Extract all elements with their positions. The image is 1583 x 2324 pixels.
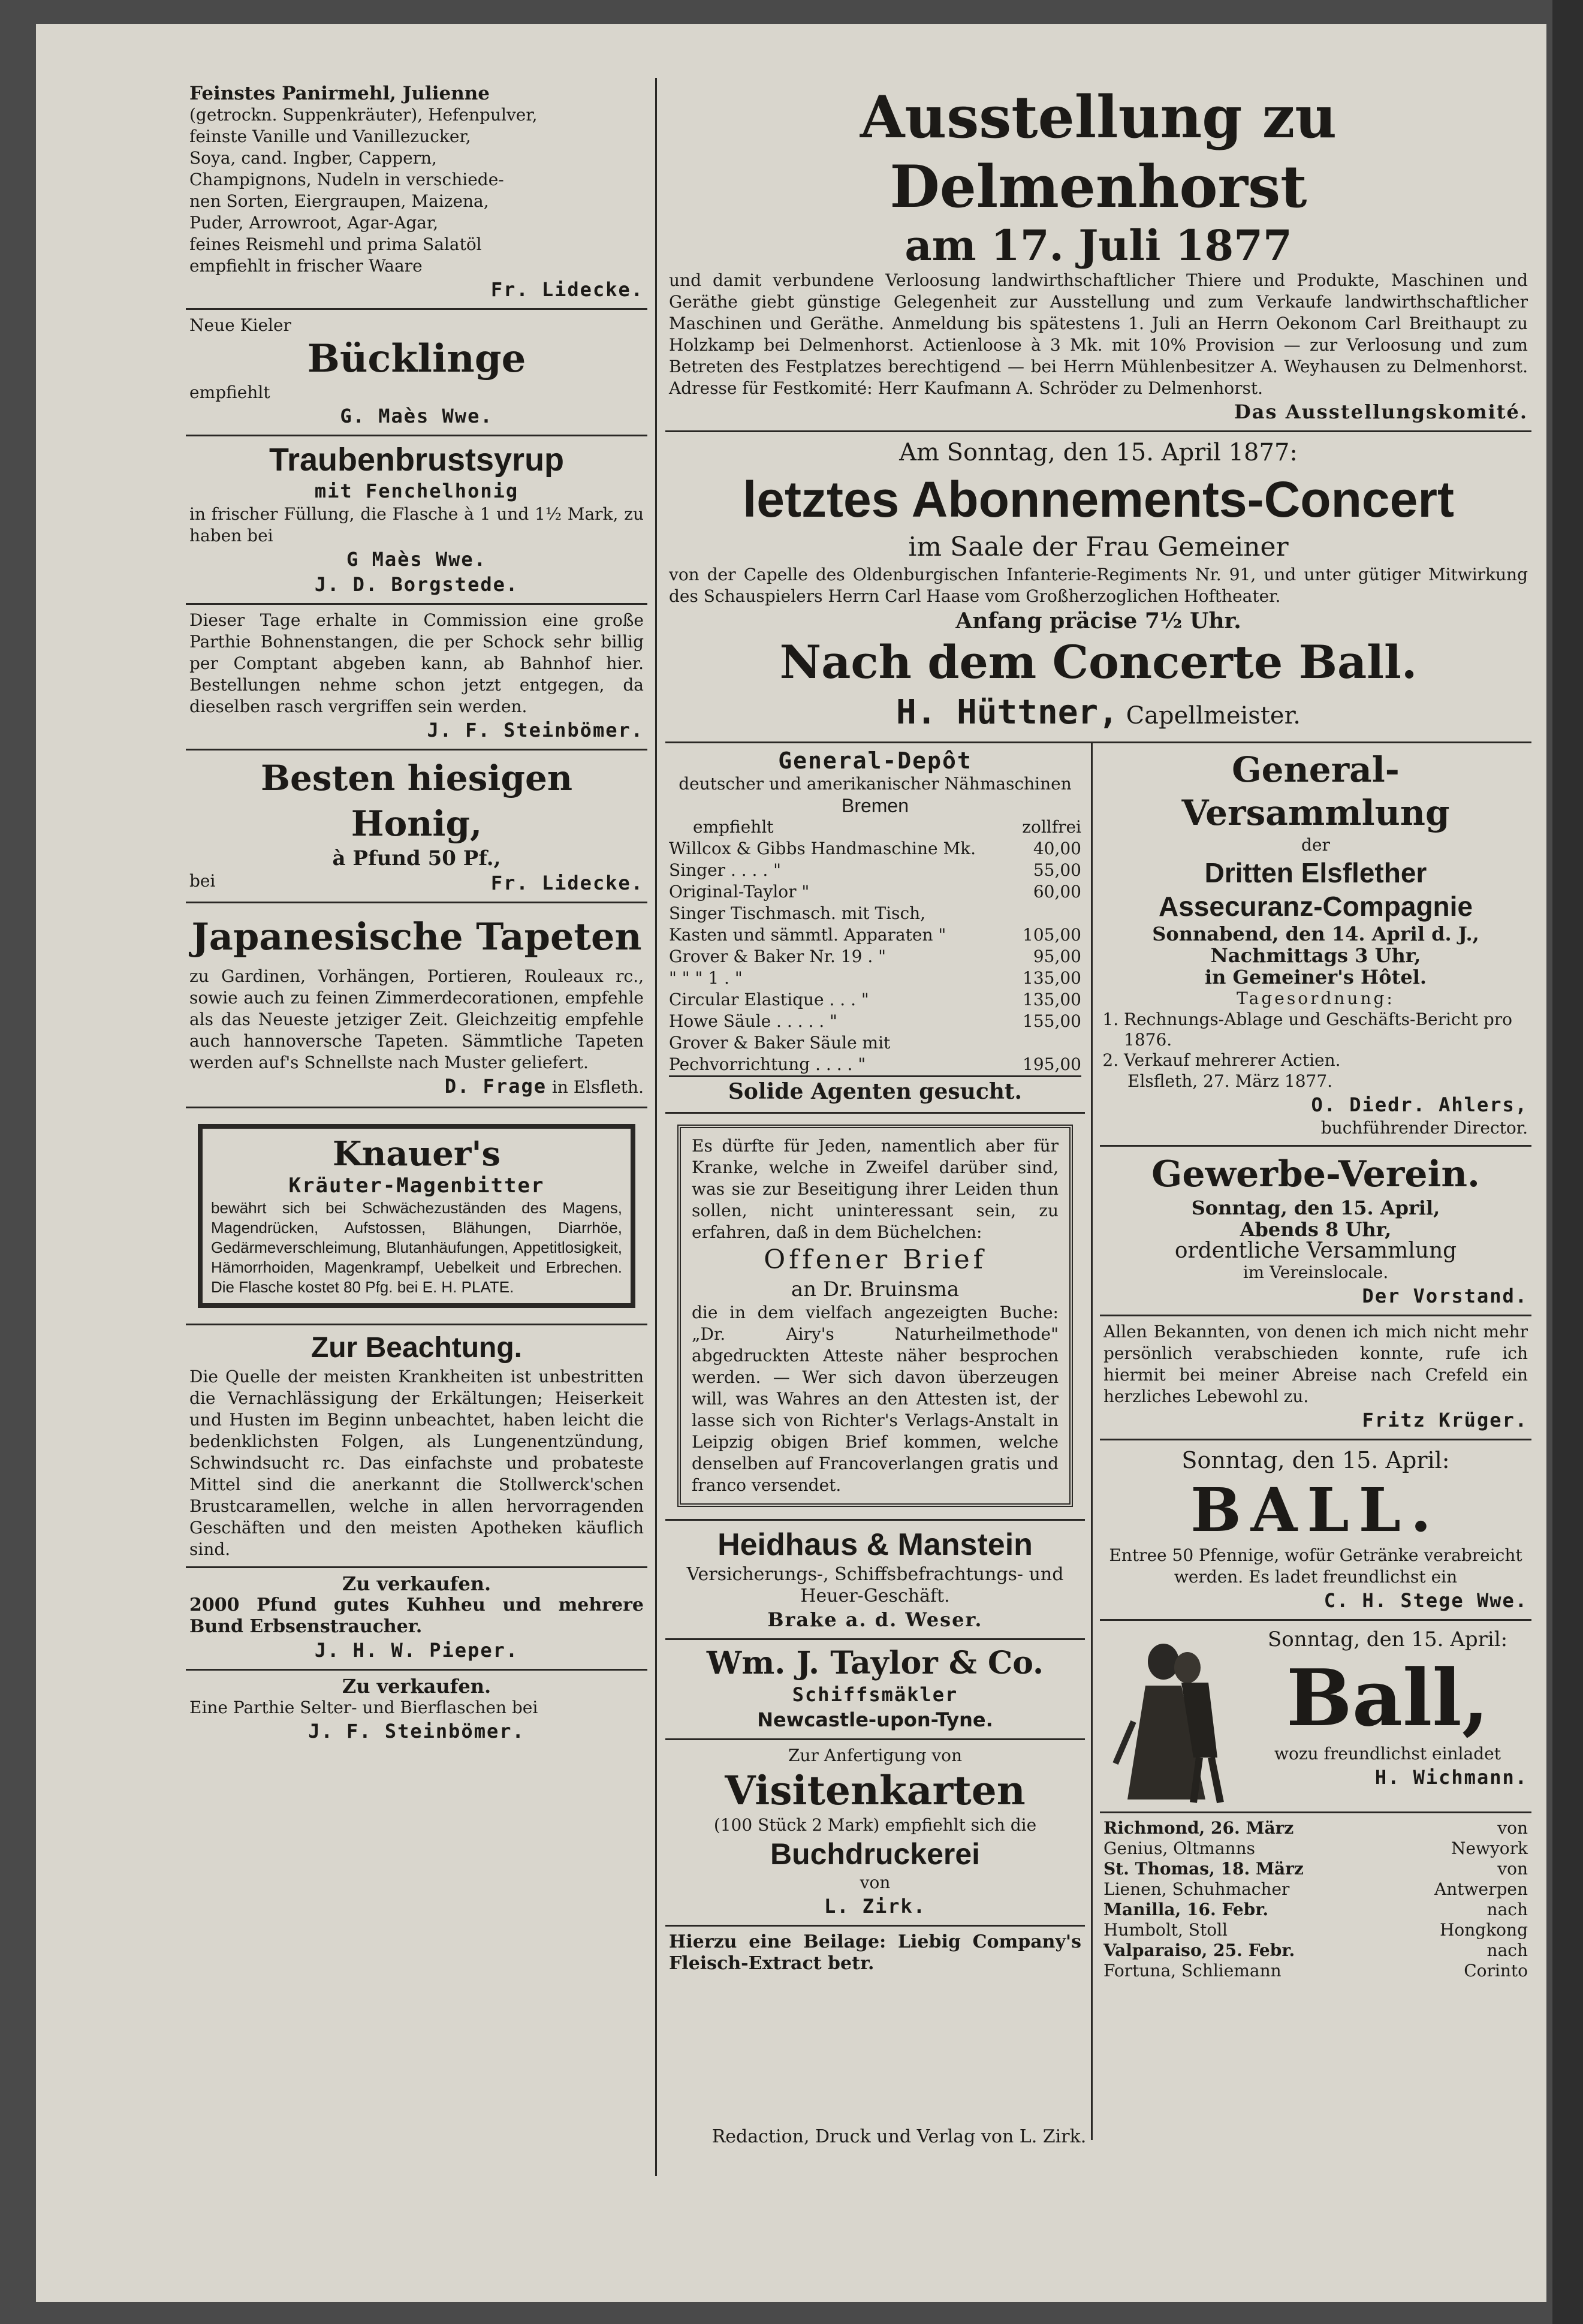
price-item: Circular Elastique . . . " <box>669 990 869 1009</box>
ad-signature-row <box>189 1074 644 1101</box>
ad-place: in Elsfleth. <box>551 1077 644 1097</box>
ad-signature: Der Vorstand. <box>1362 1285 1528 1307</box>
ad-generalversammlung <box>1100 743 1531 1147</box>
ad-start: Anfang präcise 7½ Uhr. <box>955 608 1241 634</box>
ad-line: nen Sorten, Eiergraupen, Maizena, <box>189 191 489 211</box>
ad-title: Wm. J. Taylor & Co. <box>706 1645 1044 1681</box>
ad-ball: Nach dem Concerte Ball. <box>779 635 1418 689</box>
ad-signature: D. Frage <box>444 1075 547 1098</box>
ad-signature: Fr. Lidecke. <box>490 872 644 894</box>
ad-flaschen <box>186 1671 647 1750</box>
ad-signature: G. Maès Wwe. <box>340 405 493 427</box>
ad-row <box>669 816 1081 838</box>
ad-subtitle: Schiffsmäkler <box>792 1683 958 1706</box>
ad-text: Die Quelle der meisten Krankheiten ist unbestritten die Vernachlässigung der Erkältungen; Heiserkeit und Husten im Beginn unbeachtet, haben leicht die bedenklichsten Folgen, als Lungenentzündung, Schwindsucht rc. Das einfachste und probateste Mittel sind die anerkannt die Stollwerck'schen Brustcaramellen, welche in allen hervorragenden Geschäften und den meisten Apotheken käuflich sind. <box>189 1367 644 1559</box>
scan-edge <box>1552 0 1583 2324</box>
ship-destination: Antwerpen <box>1434 1879 1528 1899</box>
price-value: 155,00 <box>1023 1011 1081 1031</box>
ad-line: feines Reismehl und prima Salatöl <box>189 234 482 254</box>
ad-pre: bei <box>189 871 216 891</box>
ad-date: Sonnabend, den 14. April d. J., <box>1152 923 1479 945</box>
ad-signature: H. Wichmann. <box>1374 1766 1528 1789</box>
ad-line: Champignons, Nudeln in verschiede- <box>189 170 504 189</box>
ship-destination: Newyork <box>1451 1838 1528 1858</box>
price-item: Original-Taylor " <box>669 882 810 902</box>
ad-text: Allen Bekannten, von denen ich mich nicht mehr persönlich verabschieden konnte, rufe ich hiermit bei meiner Abreise nach Crefeld ein herzliches Lebewohl zu. <box>1103 1322 1528 1406</box>
price-item: Grover & Baker Säule mit <box>669 1033 891 1053</box>
ad-title: General-Versammlung <box>1181 749 1450 833</box>
price-row <box>669 924 1081 946</box>
ad-head: Zu verkaufen. <box>342 1675 492 1698</box>
ad-place: im Vereinslocale. <box>1243 1262 1389 1282</box>
price-value: 60,00 <box>1033 882 1081 902</box>
price-value: 95,00 <box>1033 947 1081 966</box>
ad-head: Neue Kieler <box>189 315 291 335</box>
price-item: " " " 1 . " <box>669 968 743 988</box>
ad-signature: J. F. Steinbömer. <box>427 719 644 741</box>
ad-text: 2000 Pfund gutes Kuhheu und mehrere Bund Erbsenstraucher. <box>189 1594 644 1637</box>
ad-signature-row <box>669 690 1528 736</box>
ad-pre: empfiehlt <box>693 817 774 837</box>
right-column <box>1100 743 1531 1987</box>
price-value: 135,00 <box>1023 968 1081 988</box>
ad-subtitle: Buchdruckerei <box>770 1837 981 1871</box>
ad-text: die in dem vielfach angezeigten Buche: „Dr. Airy's Naturheilmethode" abgedruckten Atteste näher besprochen werden. — Wer sich davon überzeugen will, was Wahres an den Attesten ist, der lasse sich von Richter's Verlags-Anstalt in Leipzig obigen Brief kommen, welche denselben auf Francoverlangen gratis und franco versendet. <box>692 1303 1059 1495</box>
ad-head: Zu verkaufen. <box>342 1572 492 1595</box>
ship-row <box>1103 1879 1528 1900</box>
ad-text: Dieser Tage erhalte in Commission eine große Parthie Bohnenstangen, die per Schock sehr billig per Comptant abgeben kann, ab Bahnhof hier. Bestellungen nehme schon jetzt entgegen, da dieselben rasch vergriffen sein werden. <box>189 610 644 716</box>
ship-row <box>1103 1900 1528 1920</box>
ad-title: letztes Abonnements-Concert <box>742 471 1455 528</box>
ad-dateline: Elsfleth, 27. März 1877. <box>1127 1071 1333 1091</box>
ad-text: wozu freundlichst einladet <box>1274 1744 1501 1764</box>
ship-destination: Hongkong <box>1439 1920 1528 1940</box>
ad-time: Nachmittags 3 Uhr, <box>1210 944 1421 967</box>
ad-offener-brief <box>665 1114 1085 1521</box>
price-value: 55,00 <box>1033 860 1081 880</box>
ad-subtitle: Dritten Elsflether <box>1204 857 1427 888</box>
ad-title: Offener Brief <box>764 1244 987 1275</box>
ship-destination: nach <box>1486 1900 1528 1919</box>
ad-ball-stege <box>1100 1440 1531 1621</box>
ad-text: bewährt sich bei Schwächezuständen des Magens, Magendrücken, Aufstossen, Blähungen, Diarrhöe, Gedärmeverschleimung, Blutanhäufungen, Appetitlosigkeit, Hämorrhoiden, Magenkrampf, Uebelkeit und Erbrechen. Die Flasche kostet 80 Pfg. bei E. H. PLATE. <box>211 1199 622 1296</box>
ad-von: von <box>860 1873 891 1892</box>
price-item: Singer . . . . " <box>669 860 782 880</box>
ad-title: Ball, <box>1286 1652 1489 1744</box>
ad-text: in frischer Füllung, die Flasche à 1 und 1½ Mark, zu haben bei <box>189 504 644 545</box>
ad-place: im Saale der Frau Gemeiner <box>908 532 1289 562</box>
ad-gewerbeverein <box>1100 1147 1531 1316</box>
ad-magenbitter <box>186 1108 647 1325</box>
ad-agenda: Tagesordnung: <box>1237 988 1395 1008</box>
ad-text: Entree 50 Pfennige, wofür Getränke verabreicht werden. Es ladet freundlichst ein <box>1109 1545 1522 1587</box>
ad-signature: H. Hüttner, <box>895 693 1118 732</box>
lower-columns <box>665 743 1531 2140</box>
ship-destination: nach <box>1486 1940 1528 1960</box>
ship-row <box>1103 1940 1528 1961</box>
ad-signature: C. H. Stege Wwe. <box>1323 1589 1528 1612</box>
ship-entry: Fortuna, Schliemann <box>1103 1961 1282 1981</box>
ad-pre: empfiehlt <box>189 382 270 402</box>
price-row <box>669 989 1081 1011</box>
ship-entry: Lienen, Schuhmacher <box>1103 1879 1290 1899</box>
ad-signature: Brake a. d. Weser. <box>767 1608 983 1631</box>
left-column <box>186 78 647 1750</box>
ad-lebewohl <box>1100 1316 1531 1440</box>
ad-buecklinge <box>186 310 647 436</box>
price-row <box>669 881 1081 903</box>
ship-row <box>1103 1838 1528 1859</box>
ad-signature: J. F. Steinbömer. <box>308 1720 525 1743</box>
imprint: Redaction, Druck und Verlag von L. Zirk. <box>711 2126 1087 2147</box>
ad-kuhheu <box>186 1568 647 1671</box>
ad-pre2: zollfrei <box>1022 817 1081 837</box>
price-value: 195,00 <box>1023 1054 1081 1074</box>
ad-place: Newcastle-upon-Tyne. <box>757 1708 993 1731</box>
ad-title: Zur Beachtung. <box>310 1332 522 1364</box>
price-row <box>669 860 1081 881</box>
ad-title: Ausstellung zu Delmenhorst <box>860 83 1337 221</box>
ad-date: Sonntag, den 15. April, <box>1191 1196 1440 1219</box>
ad-naehmaschinen <box>665 743 1085 1114</box>
ad-subtitle: ordentliche Versammlung <box>1174 1238 1457 1263</box>
ad-text: (100 Stück 2 Mark) empfiehlt sich die <box>713 1815 1037 1835</box>
ad-title: BALL. <box>1190 1475 1441 1545</box>
ad-honig <box>186 750 647 903</box>
ad-frame <box>198 1124 635 1308</box>
ad-signature: J. H. W. Pieper. <box>314 1639 519 1662</box>
ship-row <box>1103 1920 1528 1940</box>
ad-title: Bücklinge <box>307 336 526 381</box>
ad-signature: J. D. Borgstede. <box>314 573 519 596</box>
ad-heidhaus <box>665 1521 1085 1640</box>
price-row <box>669 946 1081 967</box>
ad-row <box>189 870 644 896</box>
ship-news <box>1100 1813 1531 1987</box>
ad-text: Hierzu eine Beilage: Liebig Company's Fleisch-Extract betr. <box>669 1931 1081 1974</box>
ad-date: Sonntag, den 15. April: <box>1181 1447 1450 1473</box>
price-list <box>669 838 1081 1075</box>
price-item: Willcox & Gibbs Handmaschine Mk. <box>669 839 976 858</box>
page-content <box>186 78 1531 2176</box>
ad-title: Knauer's <box>332 1134 501 1174</box>
ad-text: von der Capelle des Oldenburgischen Infanterie-Regiments Nr. 91, und unter gütiger Mitwirkung des Schauspielers Herrn Carl Haase vom Großherzoglichen Hoftheater. <box>669 565 1528 606</box>
ad-time: Abends 8 Uhr, <box>1240 1218 1392 1241</box>
ship-row <box>1103 1818 1528 1838</box>
ship-row <box>1103 1961 1528 1981</box>
ad-signature: G Maès Wwe. <box>346 548 487 571</box>
ad-der: der <box>1301 835 1330 855</box>
price-row <box>669 838 1081 860</box>
ad-subtitle: mit Fenchelhonig <box>314 480 519 502</box>
price-value: 105,00 <box>1023 925 1081 945</box>
ad-signature: O. Diedr. Ahlers, <box>1311 1093 1528 1116</box>
price-value: 40,00 <box>1033 839 1081 858</box>
ad-signature: L. Zirk. <box>824 1895 927 1918</box>
ship-destination: von <box>1497 1818 1528 1838</box>
ad-pre: Zur Anfertigung von <box>788 1746 963 1765</box>
ad-text: Eine Parthie Selter- und Bierflaschen bei <box>189 1698 538 1717</box>
price-item: Grover & Baker Nr. 19 . " <box>669 947 887 966</box>
ship-entry: St. Thomas, 18. März <box>1103 1859 1304 1879</box>
ad-role: Capellmeister. <box>1126 702 1301 730</box>
price-row <box>669 1054 1081 1075</box>
ad-subtitle: à Pfund 50 Pf., <box>332 846 501 870</box>
ad-title-text: Japanesische Tapeten <box>191 915 642 958</box>
price-row <box>669 903 1081 924</box>
price-item: Pechvorrichtung . . . . " <box>669 1054 866 1074</box>
ad-line: Feinstes Panirmehl, Julienne <box>189 83 490 104</box>
ad-line: feinste Vanille und Vanillezucker, <box>189 126 471 146</box>
ad-taylor <box>665 1640 1085 1740</box>
ad-title: Gewerbe-Verein. <box>1151 1153 1480 1195</box>
ad-text: Es dürfte für Jeden, namentlich aber für Kranke, welche in Zweifel darüber sind, was sie zur Beseitigung ihrer Leiden thun sollen, nicht uninteressant sein, zu erfahren, daß in dem Büchelchen: <box>692 1136 1059 1242</box>
column-rule <box>655 78 657 2176</box>
ad-ball-wichmann <box>1100 1621 1531 1813</box>
ad-beilage <box>665 1927 1085 1981</box>
ad-date: Sonntag, den 15. April: <box>1267 1627 1508 1651</box>
ad-text: Versicherungs-, Schiffsbefrachtungs- und Heuer-Geschäft. <box>686 1564 1064 1606</box>
ad-text: zu Gardinen, Vorhängen, Portieren, Rouleaux rc., sowie auch zu feinen Zimmerdecorationen, empfehle als das Neueste jetziger Zeit. Gleichzeitig empfehle auch hannoversche Tapeten. Sämmtliche Tapeten werden auf's Schnellste nach Muster geliefert. <box>189 966 644 1072</box>
price-row <box>669 1032 1081 1054</box>
ad-line: Puder, Arrowroot, Agar-Agar, <box>189 213 439 233</box>
ad-visitenkarten <box>665 1740 1085 1927</box>
ad-frame <box>677 1125 1073 1507</box>
ship-destination: Corinto <box>1464 1961 1528 1981</box>
agenda-item: 1. Rechnungs-Ablage und Geschäfts-Bericht pro 1876. <box>1124 1009 1528 1050</box>
ad-foot: Solide Agenten gesucht. <box>669 1075 1081 1106</box>
ad-title: Heidhaus & Manstein <box>717 1527 1033 1562</box>
price-row <box>669 1011 1081 1032</box>
ad-signature: Das Ausstellungskomité. <box>1234 400 1528 423</box>
ad-line: empfiehlt in frischer Waare <box>189 256 423 276</box>
ship-entry: Richmond, 26. März <box>1103 1818 1294 1838</box>
ad-title: Visitenkarten <box>725 1767 1026 1814</box>
agenda-item: 2. Verkauf mehrerer Actien. <box>1124 1050 1528 1071</box>
ad-date: am 17. Juli 1877 <box>904 221 1292 270</box>
ad-text: und damit verbundene Verloosung landwirthschaftlicher Thiere und Produkte, Maschinen und Geräthe giebt günstige Gelegenheit zur Ausstellung und zum Verkaufe landwirthschaftlicher Maschinen und Geräthe. Anmeldung bis spätestens 1. Juli an Herrn Oekonom Carl Breithaupt zu Holzkamp bei Delmenhorst. Actienloose à 3 Mk. mit 10% Provision — zur Verloosung und zum Betreten des Festplatzes berechtigend — bei Herrn Mühlenbesitzer A. Weyhausen zu Delmenhorst. Adresse für Festkomité: Herr Kaufmann A. Schröder zu Delmenhorst. <box>669 270 1528 398</box>
ad-concert <box>665 432 1531 743</box>
agenda-list <box>1103 1009 1528 1071</box>
ship-entry: Valparaiso, 25. Febr. <box>1103 1940 1295 1960</box>
ad-bohnenstangen <box>186 605 647 750</box>
dancing-couple-illustration <box>1103 1626 1241 1805</box>
column-rule <box>1091 743 1093 2140</box>
ad-subtitle: Kräuter-Magenbitter <box>288 1174 545 1198</box>
ad-tapeten <box>186 903 647 1108</box>
ad-signature: Fritz Krüger. <box>1362 1409 1528 1431</box>
ad-subtitle: an Dr. Bruinsma <box>791 1277 960 1301</box>
ship-entry: Genius, Oltmanns <box>1103 1838 1255 1858</box>
ad-title: Traubenbrustsyrup <box>269 442 565 478</box>
ad-title: Besten hiesigen Honig, <box>260 758 573 844</box>
price-row <box>669 967 1081 989</box>
ad-subtitle: Assecuranz-Compagnie <box>1158 891 1473 922</box>
ad-line: Soya, cand. Ingber, Cappern, <box>189 148 437 168</box>
price-item: Singer Tischmasch. mit Tisch, <box>669 903 926 923</box>
ship-destination: von <box>1497 1859 1528 1879</box>
ad-place: in Gemeiner's Hôtel. <box>1204 966 1427 988</box>
ad-beachtung <box>186 1325 647 1568</box>
right-columns <box>665 78 1531 2140</box>
price-item: Howe Säule . . . . . " <box>669 1011 837 1031</box>
ad-city: Bremen <box>841 795 909 816</box>
ad-signature: Fr. Lidecke. <box>490 278 644 301</box>
price-value: 135,00 <box>1023 990 1081 1009</box>
ad-title <box>189 908 644 966</box>
ad-subtitle: deutscher und amerikanischer Nähmaschinen <box>679 774 1072 794</box>
ship-entry: Humbolt, Stoll <box>1103 1920 1228 1940</box>
price-item: Kasten und sämmtl. Apparaten " <box>669 925 946 945</box>
ad-line: (getrockn. Suppenkräuter), Hefenpulver, <box>189 105 538 125</box>
ad-traubensyrup <box>186 436 647 605</box>
ad-role: buchführender Director. <box>1320 1118 1528 1138</box>
middle-column <box>665 743 1085 1981</box>
ship-entry: Manilla, 16. Febr. <box>1103 1900 1269 1919</box>
ad-title: General-Depôt <box>778 747 972 774</box>
ad-groceries <box>186 78 647 310</box>
ad-date: Am Sonntag, den 15. April 1877: <box>899 439 1298 466</box>
ship-row <box>1103 1859 1528 1879</box>
ship-list <box>1103 1818 1528 1981</box>
ad-ausstellung <box>665 78 1531 432</box>
